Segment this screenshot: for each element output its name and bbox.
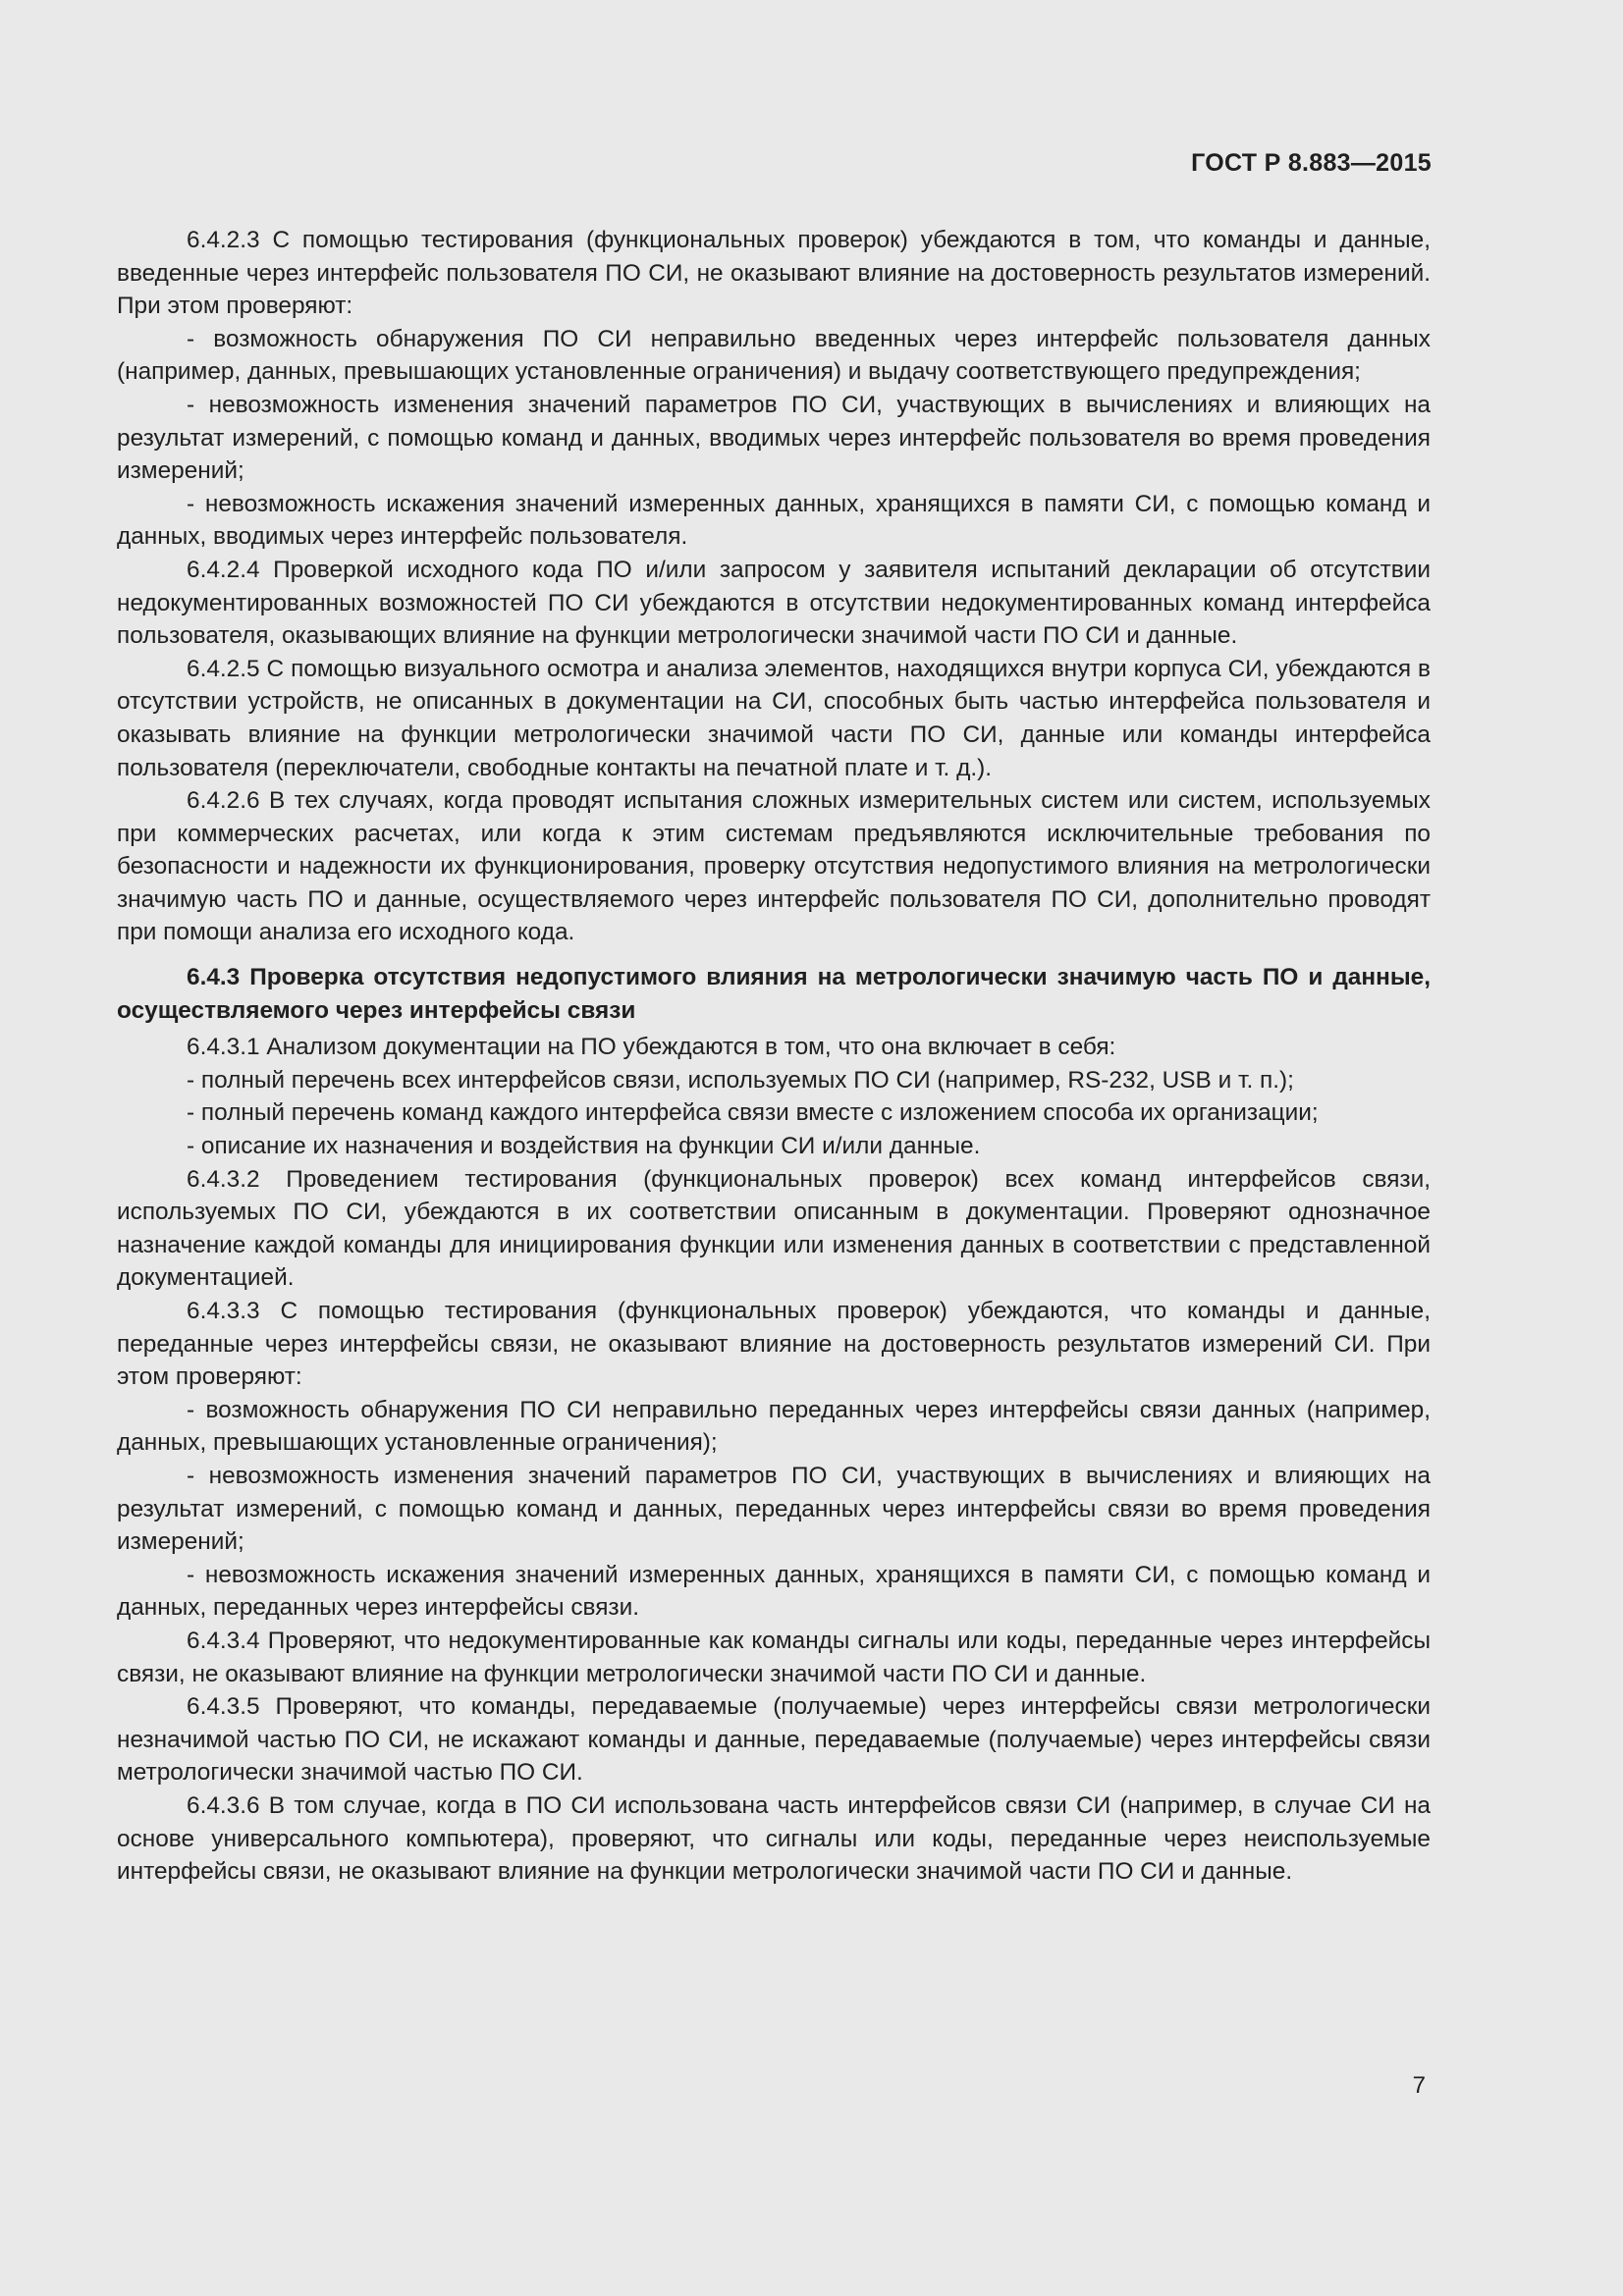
paragraph: 6.4.2.5 С помощью визуального осмотра и анализа элементов, находящихся внутри корпуса СИ, убеждаются в отсутствии устройств, не описанных в документации на СИ, способных быть частью интерфейса пользователя и оказывать влияние на функции метрологически значимой части ПО СИ, данные или команды интерфейса пользователя (переключатели, свободные контакты на печатной плате и т. д.). [117, 655, 1431, 781]
document-body [117, 224, 1431, 1889]
list-item: - невозможность изменения значений параметров ПО СИ, участвующих в вычислениях и влияющих на результат измерений, с помощью команд и данных, переданных через интерфейсы связи во время проведения измерений; [117, 1462, 1431, 1556]
section-heading: 6.4.3 Проверка отсутствия недопустимого влияния на метрологически значимую часть ПО и данные, осуществляемого через интерфейсы связи [117, 964, 1431, 1024]
paragraph: 6.4.3.4 Проверяют, что недокументированные как команды сигналы или коды, переданные через интерфейсы связи, не оказывают влияние на функции метрологически значимой части ПО СИ и данные. [117, 1627, 1431, 1687]
list-item: - возможность обнаружения ПО СИ неправильно переданных через интерфейсы связи данных (например, данных, превышающих установленные ограничения); [117, 1396, 1431, 1457]
list-item: - невозможность изменения значений параметров ПО СИ, участвующих в вычислениях и влияющих на результат измерений, с помощью команд и данных, вводимых через интерфейс пользователя во время проведения измерений; [117, 391, 1431, 485]
paragraph: 6.4.3.6 В том случае, когда в ПО СИ использована часть интерфейсов связи СИ (например, в случае СИ на основе универсального компьютера), проверяют, что сигналы или коды, переданные через неиспользуемые интерфейсы связи, не оказывают влияние на функции метрологически значимой части ПО СИ и данные. [117, 1791, 1431, 1886]
paragraph: 6.4.2.3 С помощью тестирования (функциональных проверок) убеждаются в том, что команды и данные, введенные через интерфейс пользователя ПО СИ, не оказывают влияние на достоверность результатов измерений. При этом проверяют: [117, 227, 1431, 320]
list-item: - полный перечень всех интерфейсов связи, используемых ПО СИ (например, RS-232, USB и т. п.); [187, 1066, 1294, 1094]
page-number: 7 [1412, 2072, 1426, 2099]
paragraph: 6.4.3.1 Анализом документации на ПО убеждаются в том, что она включает в себя: [187, 1034, 1116, 1061]
paragraph: 6.4.3.5 Проверяют, что команды, передаваемые (получаемые) через интерфейсы связи метрологически незначимой частью ПО СИ, не искажают команды и данные, передаваемые (получаемые) через интерфейсы связи метрологически значимой частью ПО СИ. [117, 1693, 1431, 1787]
list-item: - описание их назначения и воздействия на функции СИ и/или данные. [187, 1133, 981, 1160]
list-item: - полный перечень команд каждого интерфейса связи вместе с изложением способа их организации; [187, 1099, 1319, 1127]
list-item: - невозможность искажения значений измеренных данных, хранящихся в памяти СИ, с помощью команд и данных, вводимых через интерфейс пользователя. [117, 490, 1431, 551]
document-id-header: ГОСТ Р 8.883—2015 [1191, 149, 1432, 177]
list-item: - невозможность искажения значений измеренных данных, хранящихся в памяти СИ, с помощью команд и данных, переданных через интерфейсы связи. [117, 1561, 1431, 1622]
paragraph: 6.4.2.4 Проверкой исходного кода ПО и/или запросом у заявителя испытаний декларации об отсутствии недокументированных возможностей ПО СИ убеждаются в отсутствии недокументированных команд интерфейса пользователя, оказывающих влияние на функции метрологически значимой части ПО СИ и данные. [117, 556, 1431, 650]
paragraph: 6.4.3.3 С помощью тестирования (функциональных проверок) убеждаются, что команды и данные, переданные через интерфейсы связи, не оказывают влияние на достоверность результатов измерений СИ. При этом проверяют: [117, 1298, 1431, 1391]
list-item: - возможность обнаружения ПО СИ неправильно введенных через интерфейс пользователя данных (например, данных, превышающих установленные ограничения) и выдачу соответствующего предупреждения; [117, 325, 1431, 386]
paragraph: 6.4.2.6 В тех случаях, когда проводят испытания сложных измерительных систем или систем, используемых при коммерческих расчетах, или когда к этим системам предъявляются исключительные требования по безопасности и надежности их функционирования, проверку отсутствия недопустимого влияния на метрологически значимую часть ПО и данные, осуществляемого через интерфейс пользователя ПО СИ, дополнительно проводят при помощи анализа его исходного кода. [117, 787, 1431, 946]
paragraph: 6.4.3.2 Проведением тестирования (функциональных проверок) всех команд интерфейсов связи, используемых ПО СИ, убеждаются в их соответствии описанным в документации. Проверяют однозначное назначение каждой команды для инициирования функции или изменения данных в соответствии с представленной документацией. [117, 1165, 1431, 1292]
